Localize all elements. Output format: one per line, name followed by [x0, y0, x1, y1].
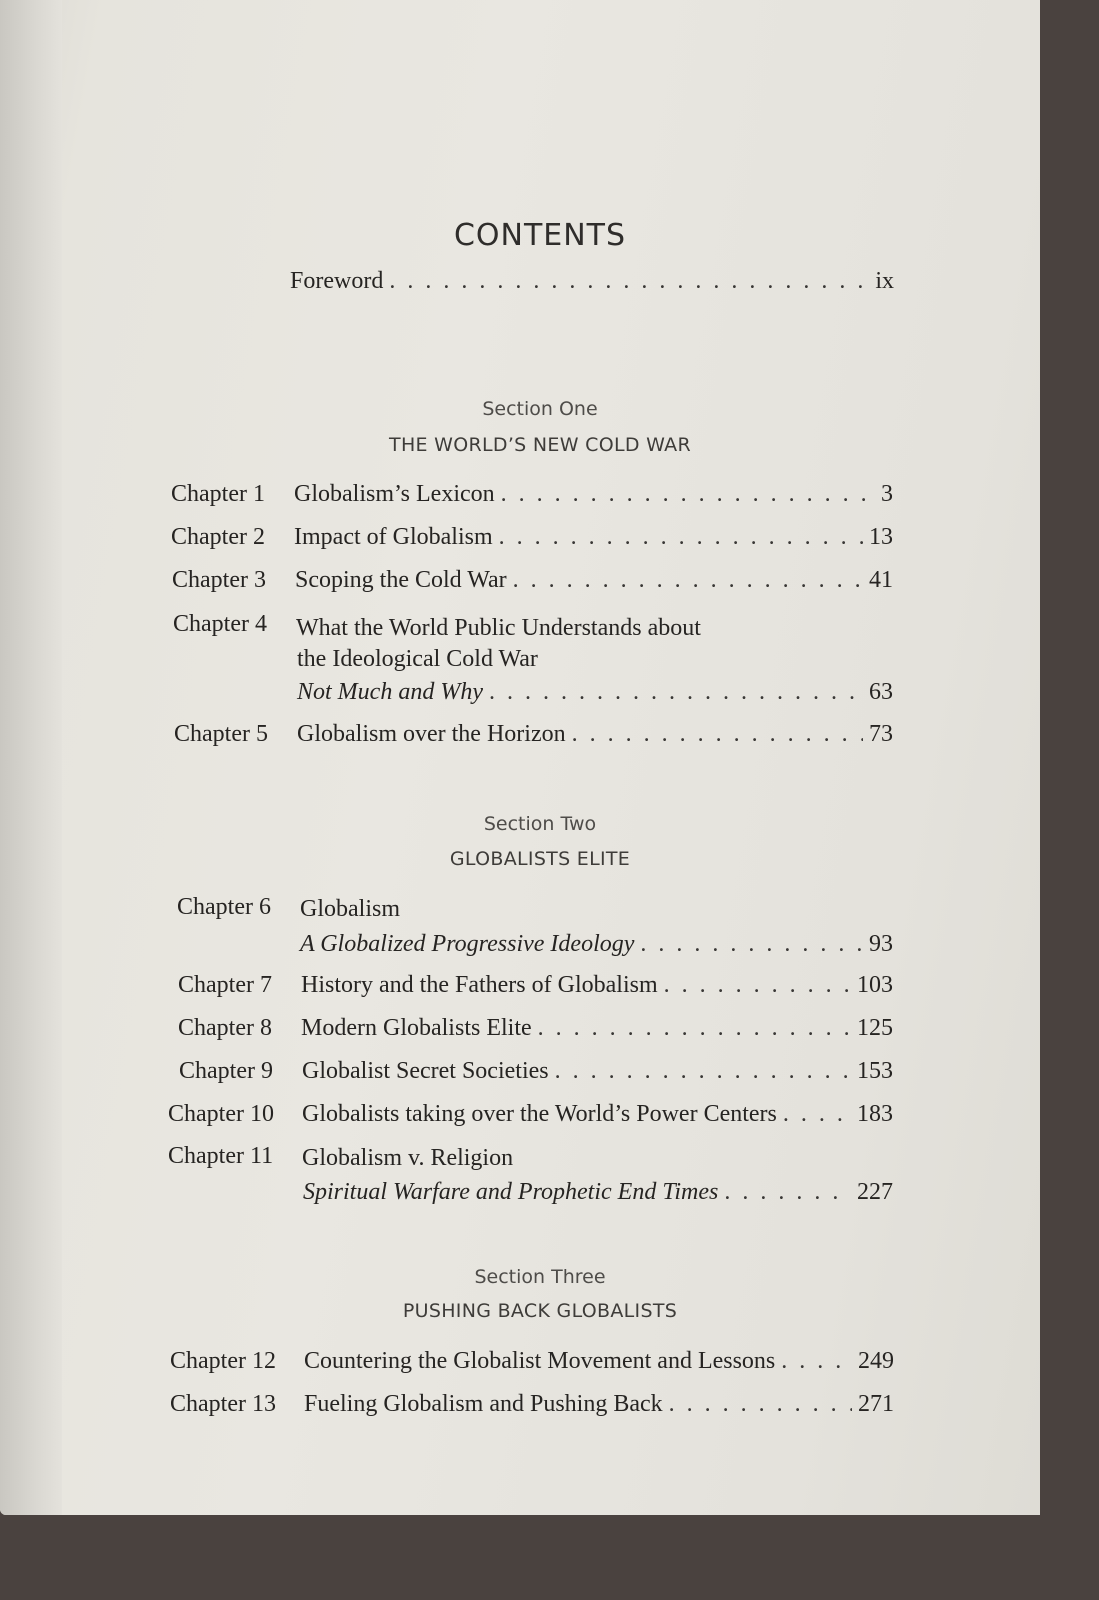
- chapter-subtitle: Not Much and Why: [297, 679, 483, 705]
- leader-dots: [489, 679, 863, 706]
- toc-row-chapter-1: [171, 481, 893, 508]
- chapter-label: Chapter 8: [178, 1015, 272, 1041]
- chapter-label: Chapter 9: [179, 1058, 273, 1084]
- toc-row-chapter-5: [174, 721, 893, 748]
- section-one-label: Section One: [482, 398, 598, 420]
- leader-dots: [664, 972, 851, 999]
- chapter-subtitle: Spiritual Warfare and Prophetic End Times: [303, 1179, 719, 1205]
- toc-row-chapter-9: [179, 1058, 893, 1085]
- chapter-title: Globalism over the Horizon: [297, 721, 566, 747]
- section-one-title: THE WORLD’S NEW COLD WAR: [389, 434, 691, 456]
- page-number: 183: [857, 1101, 893, 1127]
- section-three-title: PUSHING BACK GLOBALISTS: [402, 1300, 678, 1322]
- chapter-label: Chapter 13: [170, 1391, 276, 1417]
- page-number: 227: [857, 1179, 893, 1205]
- chapter-label: Chapter 10: [168, 1101, 274, 1127]
- chapter-label-4: Chapter 4: [173, 611, 267, 637]
- chapter-label: Chapter 3: [172, 567, 266, 593]
- toc-row-chapter-3: [172, 567, 893, 594]
- leader-dots: [781, 1348, 852, 1375]
- chapter-title: Modern Globalists Elite: [301, 1015, 532, 1041]
- page-number: 63: [869, 679, 893, 705]
- chapter-title-4-line-2: the Ideological Cold War: [297, 646, 538, 672]
- toc-row-chapter-11-subtitle: [303, 1179, 893, 1206]
- chapter-label: Chapter 7: [178, 972, 272, 998]
- section-three-label: Section Three: [474, 1266, 606, 1288]
- chapter-title: Globalist Secret Societies: [302, 1058, 549, 1084]
- toc-row-chapter-4-subtitle: [297, 679, 893, 706]
- page-number: 153: [857, 1058, 893, 1084]
- toc-row-chapter-2: [171, 524, 893, 551]
- page-number: 73: [869, 721, 893, 747]
- chapter-label: Chapter 1: [171, 481, 265, 507]
- chapter-title-4: What the World Public Understands about: [296, 615, 701, 641]
- chapter-title: Globalism’s Lexicon: [294, 481, 495, 507]
- leader-dots: [669, 1391, 852, 1418]
- toc-row-chapter-10: [168, 1101, 893, 1128]
- foreword-page: ix: [875, 268, 894, 294]
- leader-dots: [513, 567, 863, 594]
- chapter-title: Countering the Globalist Movement and Lessons: [304, 1348, 776, 1374]
- chapter-label: Chapter 2: [171, 524, 265, 550]
- toc-row-chapter-13: [170, 1391, 894, 1418]
- chapter-label-11: Chapter 11: [168, 1143, 274, 1169]
- chapter-title-6: Globalism: [300, 896, 400, 922]
- leader-dots: [783, 1101, 851, 1128]
- chapter-title: Impact of Globalism: [294, 524, 493, 550]
- toc-row-chapter-6-subtitle: [300, 931, 893, 958]
- chapter-title-11: Globalism v. Religion: [302, 1145, 514, 1171]
- page-number: 125: [857, 1015, 893, 1041]
- chapter-label-6: Chapter 6: [177, 894, 271, 920]
- chapter-label: Chapter 5: [174, 721, 268, 747]
- leader-dots: [389, 268, 869, 295]
- leader-dots: [572, 721, 863, 748]
- page-number: 249: [858, 1348, 894, 1374]
- section-two-label: Section Two: [483, 813, 597, 835]
- section-two-title: GLOBALISTS ELITE: [449, 848, 631, 870]
- chapter-title: Fueling Globalism and Pushing Back: [304, 1391, 663, 1417]
- page-number: 93: [869, 931, 893, 957]
- toc-row-chapter-8: [178, 1015, 893, 1042]
- chapter-title: Scoping the Cold War: [295, 567, 507, 593]
- leader-dots: [555, 1058, 851, 1085]
- contents-title: CONTENTS: [453, 218, 627, 253]
- leader-dots: [724, 1179, 851, 1206]
- page-number: 41: [869, 567, 893, 593]
- chapter-label: Chapter 12: [170, 1348, 276, 1374]
- toc-row-chapter-7: [178, 972, 893, 999]
- leader-dots: [501, 481, 875, 508]
- leader-dots: [499, 524, 863, 551]
- chapter-title: History and the Fathers of Globalism: [301, 972, 658, 998]
- leader-dots: [640, 931, 863, 958]
- chapter-title: Globalists taking over the World’s Power Centers: [302, 1101, 777, 1127]
- page-number: 271: [858, 1391, 894, 1417]
- foreword-label: Foreword: [290, 268, 384, 294]
- toc-row-chapter-12: [170, 1348, 894, 1375]
- page-number: 103: [857, 972, 893, 998]
- page-number: 3: [881, 481, 893, 507]
- page-number: 13: [869, 524, 893, 550]
- leader-dots: [538, 1015, 851, 1042]
- foreword-row: [290, 268, 894, 295]
- chapter-subtitle: A Globalized Progressive Ideology: [300, 931, 635, 957]
